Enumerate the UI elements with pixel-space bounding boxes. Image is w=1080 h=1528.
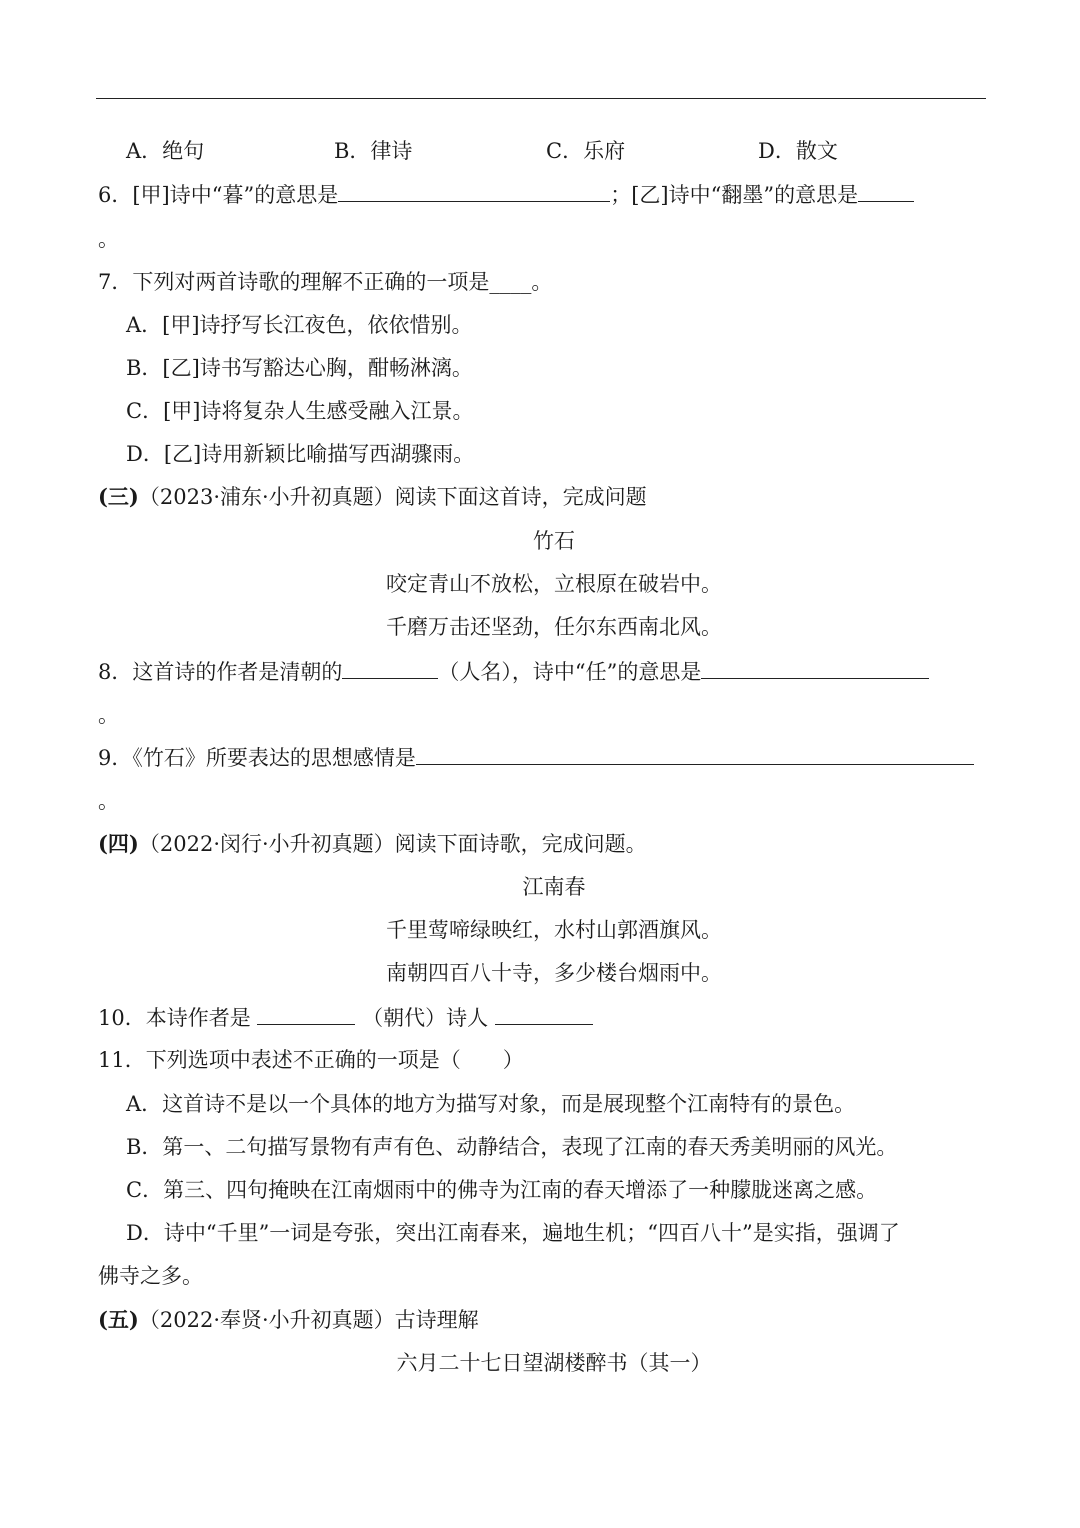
q5-option-d: D．散文 <box>758 139 838 163</box>
question-7-stem: 7．下列对两首诗歌的理解不正确的一项是____。 <box>98 270 553 294</box>
q7-option-b: B．[乙]诗书写豁达心胸，酣畅淋漓。 <box>126 356 473 380</box>
poem-1-title: 竹石 <box>533 529 575 553</box>
q5-options <box>126 136 838 166</box>
section-3-heading <box>98 482 647 512</box>
q5-option-c: C．乐府 <box>546 139 626 163</box>
section-3-text: （2023·浦东·小升初真题）阅读下面这首诗，完成问题 <box>138 485 647 509</box>
poem-3-title: 六月二十七日望湖楼醉书（其一） <box>396 1351 712 1375</box>
q8-answer-blank-2[interactable] <box>701 656 929 679</box>
poem-1-line-1: 咬定青山不放松，立根原在破岩中。 <box>386 572 722 596</box>
poem-2-title: 江南春 <box>522 875 586 899</box>
section-5-heading <box>98 1305 479 1335</box>
q6-answer-blank-2[interactable] <box>858 179 914 202</box>
q11-option-c: C．第三、四句掩映在江南烟雨中的佛寺为江南的春天增添了一种朦胧迷离之感。 <box>126 1178 878 1202</box>
q8-answer-blank-1[interactable] <box>342 656 438 679</box>
section-4-text: （2022·闵行·小升初真题）阅读下面诗歌，完成问题。 <box>138 832 647 856</box>
q10-answer-blank-1[interactable] <box>257 1002 355 1025</box>
section-5-text: （2022·奉贤·小升初真题）古诗理解 <box>138 1308 479 1332</box>
q8-text-2: （人名），诗中“任”的意思是 <box>438 660 702 684</box>
q7-option-c: C．[甲]诗将复杂人生感受融入江景。 <box>126 399 474 423</box>
q10-text-2: （朝代）诗人 <box>355 1006 495 1030</box>
q7-option-d: D．[乙]诗用新颖比喻描写西湖骤雨。 <box>126 442 475 466</box>
q6-text-1: 6．[甲]诗中“暮”的意思是 <box>98 183 339 207</box>
q6-text-2: ；[乙]诗中“翻墨”的意思是 <box>610 183 859 207</box>
q11-option-d: D．诗中“千里”一词是夸张，突出江南春来，遍地生机；“四百八十”是实指，强调了 <box>126 1221 900 1245</box>
question-8 <box>98 656 929 687</box>
q8-text-1: 8．这首诗的作者是清朝的 <box>98 660 343 684</box>
q9-text: 9．《竹石》所要表达的思想感情是 <box>98 746 416 770</box>
q9-answer-blank[interactable] <box>416 742 974 765</box>
q6-end: 。 <box>98 227 119 251</box>
question-9 <box>98 742 974 773</box>
header-rule <box>96 98 986 99</box>
section-5-number: (五) <box>98 1307 139 1332</box>
q9-end: 。 <box>98 789 119 813</box>
q7-option-a: A．[甲]诗抒写长江夜色，依依惜别。 <box>126 313 473 337</box>
poem-1-line-2: 千磨万击还坚劲，任尔东西南北风。 <box>386 615 722 639</box>
q11-option-b: B．第一、二句描写景物有声有色、动静结合，表现了江南的春天秀美明丽的风光。 <box>126 1135 898 1159</box>
section-3-number: (三) <box>98 484 139 509</box>
q5-option-a: A．绝句 <box>126 139 205 163</box>
question-10 <box>98 1002 593 1033</box>
section-4-heading <box>98 829 647 859</box>
poem-2-line-2: 南朝四百八十寺，多少楼台烟雨中。 <box>386 961 722 985</box>
section-4-number: (四) <box>98 831 139 856</box>
q8-end: 。 <box>98 703 119 727</box>
poem-2-line-1: 千里莺啼绿映红，水村山郭酒旗风。 <box>386 918 722 942</box>
q10-text-1: 10．本诗作者是 <box>98 1006 258 1030</box>
q10-answer-blank-2[interactable] <box>495 1002 593 1025</box>
q5-option-b: B．律诗 <box>334 139 413 163</box>
q11-option-a: A．这首诗不是以一个具体的地方为描写对象，而是展现整个江南特有的景色。 <box>126 1092 856 1116</box>
q6-answer-blank-1[interactable] <box>338 179 610 202</box>
question-11-stem: 11．下列选项中表述不正确的一项是（ ） <box>98 1048 524 1072</box>
question-6 <box>98 179 914 210</box>
q11-option-d-continued: 佛寺之多。 <box>98 1264 203 1288</box>
